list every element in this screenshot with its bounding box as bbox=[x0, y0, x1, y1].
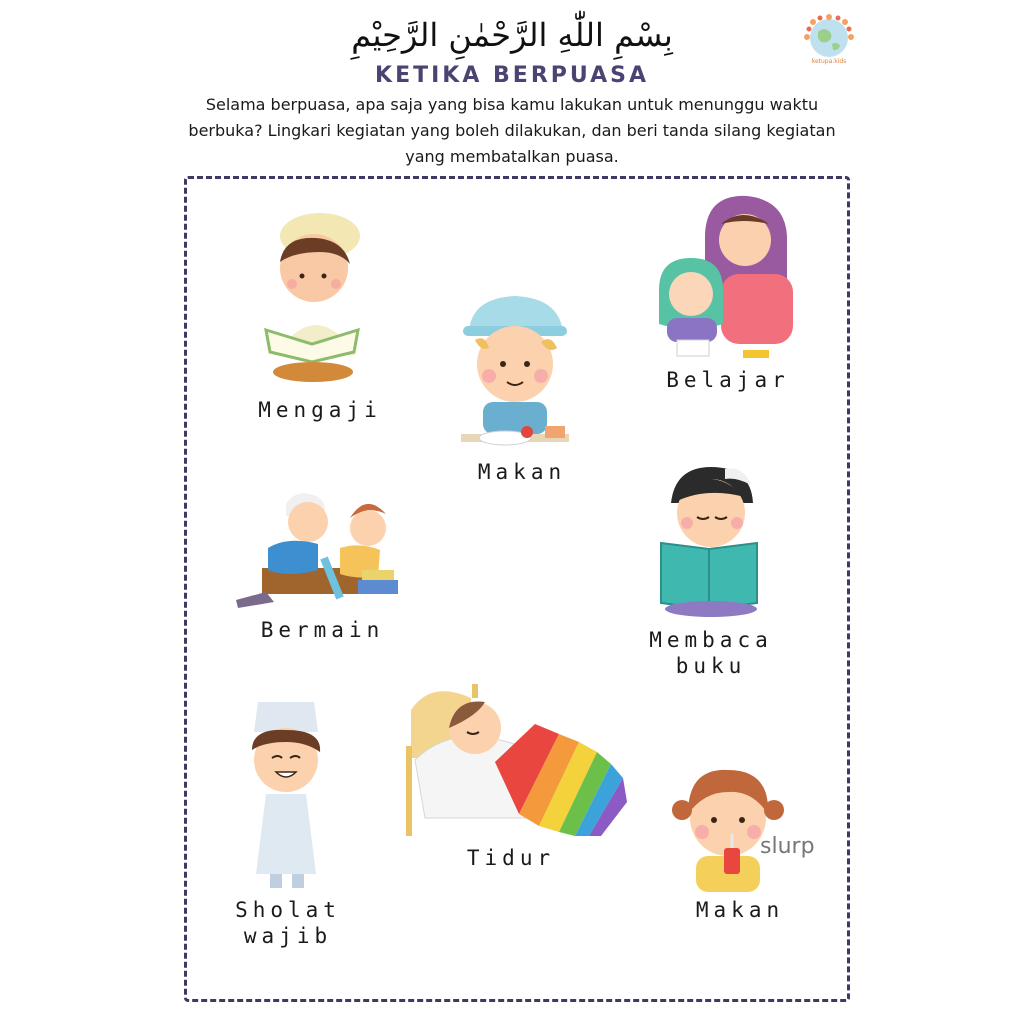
activity-label-sholat-wajib bbox=[226, 897, 350, 949]
activity-label-membaca-buku bbox=[636, 627, 786, 679]
activity-label-bermain: Bermain bbox=[260, 618, 385, 642]
instruction-text: Selama berpuasa, apa saja yang bisa kamu lakukan untuk menunggu waktu berbuka? Lingkari kegiatan yang boleh dilakukan, dan beri tanda silang kegiatan yang membatalkan puasa. bbox=[188, 95, 836, 166]
slurp-text: slurp bbox=[760, 834, 815, 859]
activity-label-makan: Makan bbox=[477, 460, 567, 484]
boy-eating-illustration bbox=[455, 292, 575, 457]
logo-text: ketupa.kids bbox=[811, 58, 847, 65]
children-playing-illustration bbox=[228, 488, 404, 616]
boy-reading-quran-illustration bbox=[258, 210, 368, 385]
girl-drinking-illustration bbox=[668, 764, 818, 894]
activity-label-tidur: Tidur bbox=[466, 846, 556, 870]
activity-label-line: wajib bbox=[243, 924, 333, 948]
mother-daughter-studying-illustration bbox=[655, 194, 795, 362]
bismillah-heading: بِسْمِ اللّٰهِ الرَّحْمٰنِ الرَّحِيْمِ bbox=[351, 16, 673, 54]
activity-label-line: buku bbox=[675, 654, 747, 678]
activity-label-mengaji: Mengaji bbox=[258, 398, 382, 422]
activity-label-makan: Makan bbox=[695, 898, 785, 922]
boy-praying-illustration bbox=[238, 698, 334, 894]
brand-logo bbox=[800, 10, 858, 68]
activity-label-line: Sholat bbox=[235, 898, 341, 922]
girl-sleeping-illustration bbox=[405, 676, 627, 836]
activity-label-line: Membaca bbox=[649, 628, 773, 652]
activity-label-belajar: Belajar bbox=[666, 368, 790, 392]
page-title: KETIKA BERPUASA bbox=[375, 63, 649, 88]
boy-reading-book-illustration bbox=[655, 465, 765, 617]
